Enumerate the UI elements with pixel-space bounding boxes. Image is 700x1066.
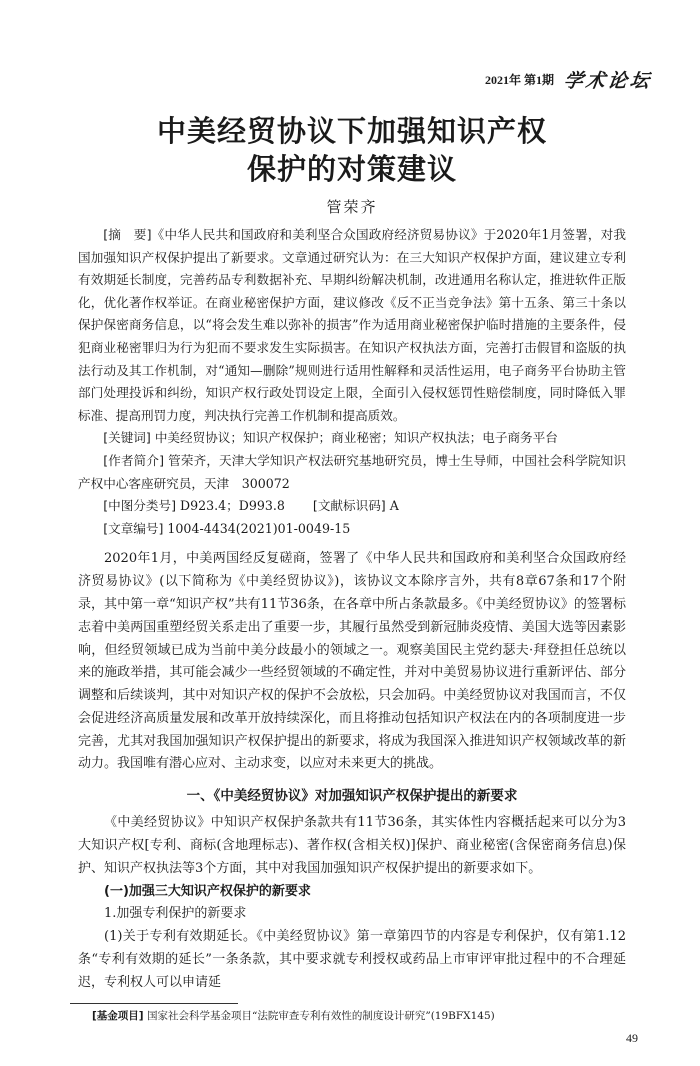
footnote-divider: [70, 1003, 238, 1004]
section-paragraph: 《中美经贸协议》中知识产权保护条款共有11节36条，其实体性内容概括起来可以分为3大知识产权[专利、商标(含地理标志)、著作权(含相关权)]保护、商业秘密(含保密商务信息)保护、知识产权执法等3个方面，其中对我国加强知识产权保护提出的新要求如下。: [78, 815, 626, 876]
abstract: [78, 224, 626, 427]
doc-code-value: A: [389, 498, 399, 514]
footnote-label: [基金项目]: [92, 1009, 144, 1022]
abstract-label: [摘 要]: [103, 227, 152, 242]
title-line-2: 保护的对策建议: [246, 152, 457, 186]
author-intro-text: 管荣齐，天津大学知识产权法研究基地研究员，博士生导师，中国社会科学院知识产权中心客座研究员，天津 300072: [78, 452, 627, 491]
classification-line: [78, 495, 626, 540]
article-number-value: 1004-4434(2021)01-0049-15: [167, 520, 351, 536]
article-number-label: [文章编号]: [103, 520, 164, 536]
clc-label: [中图分类号]: [103, 498, 176, 514]
item-paragraph: (1)关于专利有效期延长。《中美经贸协议》第一章第四节的内容是专利保护，仅有第1.12条“专利有效期的延长”一条条款，其中要求就专利授权或药品上市审评审批过程中的不合理延迟，专利权人可以申请延: [78, 929, 626, 990]
subsubsection-heading: 1.加强专利保护的新要求: [104, 906, 247, 922]
intro-paragraph: 2020年1月，中美两国经反复磋商，签署了《中华人民共和国政府和美利坚合众国政府经济贸易协议》(以下简称为《中美经贸协议》)，该协议文本除序言外，共有8章67条和17个附录，其中第一章“知识产权”共有11节36条，在各章中所占条款最多。《中美经贸协议》的签署标志着中美两国重塑经贸关系走出了重要一步，其履行虽然受到新冠肺炎疫情、美国大选等因素影响，但经贸领域已成为当前中美分歧最小的领域之一。观察美国民主党约瑟夫·拜登担任总统以来的施政举措，其可能会减少一些经贸领域的不确定性，并对中美贸易协议进行重新评估、部分调整和后续谈判，其中对知识产权的保护不会放松，只会加码。中美经贸协议对我国而言，不仅会促进经济高质量发展和改革开放持续深化，而且将推动包括知识产权法在内的各项制度进一步完善，尤其对我国加强知识产权保护提出的新要求，将成为我国深入推进知识产权领域改革的新动力。我国唯有潜心应对、主动求变，以应对未来更大的挑战。: [78, 551, 626, 772]
paper-title: [78, 112, 626, 188]
title-line-1: 中美经贸协议下加强知识产权: [156, 114, 547, 148]
keywords-and-author: [78, 427, 626, 495]
section-1-body: [78, 812, 626, 994]
issue-label: 2021年 第1期: [484, 72, 554, 87]
keywords-text: 中美经贸协议；知识产权保护；商业秘密；知识产权执法；电子商务平台: [154, 430, 558, 446]
journal-logo: 学术论坛: [562, 69, 654, 92]
author-name: 管荣齐: [326, 198, 378, 216]
footnote: [78, 1008, 626, 1024]
footnote-text: 国家社会科学基金项目“法院审查专利有效性的制度设计研究”(19BFX145): [146, 1009, 495, 1022]
intro-section: [78, 548, 626, 776]
subsection-heading: (一)加强三大知识产权保护的新要求: [104, 883, 311, 899]
running-header: [78, 66, 652, 92]
page-number: 49: [626, 1030, 638, 1045]
section-heading: 一、《中美经贸协议》对加强知识产权保护提出的新要求: [186, 788, 518, 805]
abstract-text: 《中华人民共和国政府和美利坚合众国政府经济贸易协议》于2020年1月签署，对我国加强知识产权保护提出了新要求。文章通过研究认为：在三大知识产权保护方面，建议建立专利有效期延长制度，完善药品专利数据补充、早期纠纷解决机制，改进通用名称认定，推进软件正版化，优化著作权举证。在商业秘密保护方面，建议修改《反不正当竞争法》第十五条、第三十条以保护保密商务信息，以“将会发生难以弥补的损害”作为适用商业秘密保护临时措施的主要条件，侵犯商业秘密罪归为行为犯而不要求发生实际损害。在知识产权执法方面，完善打击假冒和盗版的执法行动及其工作机制，对“通知—删除”规则进行适用性解释和灵活性运用，电子商务平台协助主管部门处理投诉和纠纷，知识产权行政处罚设定上限，全面引入侵权惩罚性赔偿制度，同时降低入罪标准、提高刑罚力度，判决执行完善工作机制和提高质效。: [78, 227, 626, 423]
keywords-label: [关键词]: [103, 430, 151, 446]
author-intro-label: [作者简介]: [103, 452, 165, 468]
clc-value: D923.4；D993.8: [180, 498, 285, 514]
doc-code-label: [文献标识码]: [312, 498, 386, 514]
